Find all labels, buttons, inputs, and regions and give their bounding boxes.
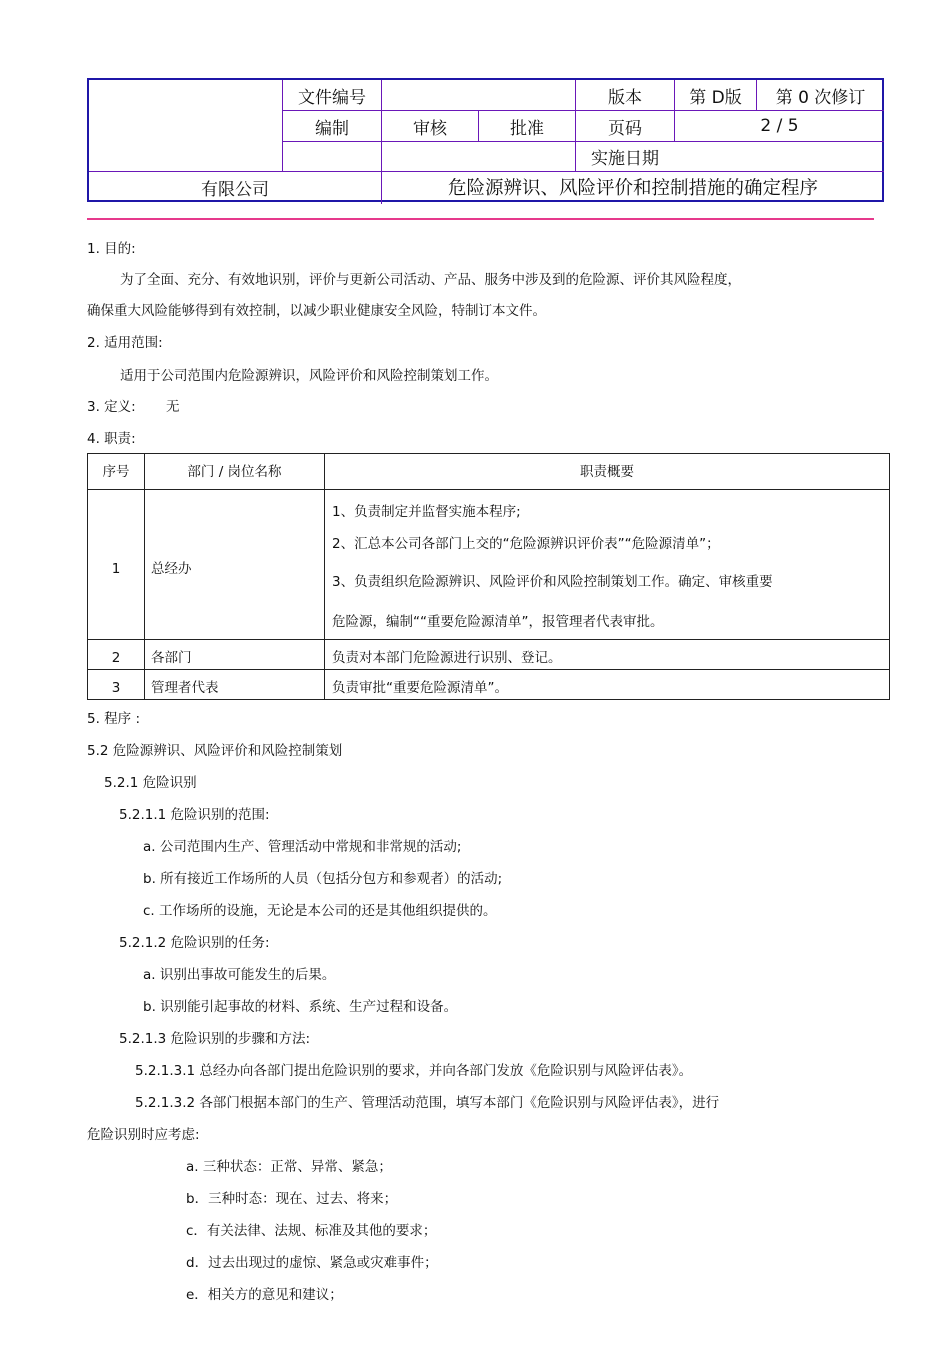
section-5-2-title: 5.2 危险源辨识、风险评价和风险控制策划 xyxy=(87,743,343,759)
table-row-1-no: 1 xyxy=(111,561,121,577)
section-1-line-2: 确保重大风险能够得到有效控制，以减少职业健康安全风险，特制订本文件。 xyxy=(87,303,546,319)
table-row-1-duty-line-2: 2、汇总本公司各部门上交的“危险源辨识评价表”“危险源清单”； xyxy=(332,536,720,552)
section-5-2-1-1-title: 5.2.1.1 危险识别的范围: xyxy=(119,807,270,823)
section-4-title: 4. 职责: xyxy=(87,431,136,447)
section-3-title: 3. 定义: xyxy=(87,399,136,415)
task-item-b: b. 识别能引起事故的材料、系统、生产过程和设备。 xyxy=(143,999,458,1015)
table-header-no: 序号 xyxy=(102,464,130,480)
page-label: 页码 xyxy=(608,118,642,139)
document-header-table xyxy=(87,78,884,202)
consider-item-e: e．相关方的意见和建议； xyxy=(186,1287,343,1303)
table-row-3-no: 3 xyxy=(111,680,121,696)
section-5-2-1-title: 5.2.1 危险识别 xyxy=(104,775,197,791)
file-number-value xyxy=(382,80,575,110)
approved-by-label: 批准 xyxy=(510,118,544,139)
table-row-3-duty: 负责审批“重要危险源清单”。 xyxy=(332,680,508,696)
section-5-title: 5. 程序 : xyxy=(87,711,141,727)
table-row-2-no: 2 xyxy=(111,650,121,666)
section-1-line-1: 为了全面、充分、有效地识别，评价与更新公司活动、产品、服务中涉及到的危险源、评价其风险程度， xyxy=(120,272,741,288)
reviewed-by-label: 审核 xyxy=(413,118,447,139)
section-3-value: 无 xyxy=(166,399,180,415)
company-name: 有限公司 xyxy=(201,179,269,200)
section-2-line-1: 适用于公司范围内危险源辨识，风险评价和风险控制策划工作。 xyxy=(120,368,498,384)
scope-item-c: c. 工作场所的设施，无论是本公司的还是其他组织提供的。 xyxy=(143,903,497,919)
table-row-2-duty: 负责对本部门危险源进行识别、登记。 xyxy=(332,650,562,666)
duties-table xyxy=(87,453,890,700)
consider-item-c: c．有关法律、法规、标准及其他的要求； xyxy=(186,1223,437,1239)
step-5-2-1-3-2-continued: 危险识别时应考虑: xyxy=(87,1127,200,1143)
table-row-3-dept: 管理者代表 xyxy=(151,680,219,696)
section-5-2-1-2-title: 5.2.1.2 危险识别的任务: xyxy=(119,935,270,951)
table-row-1-duty-line-1: 1、负责制定并监督实施本程序; xyxy=(332,504,521,520)
header-divider xyxy=(87,218,874,220)
effective-date-value xyxy=(675,142,884,171)
compiled-by-label: 编制 xyxy=(315,118,349,139)
version-label: 版本 xyxy=(608,87,642,108)
section-1-title: 1. 目的: xyxy=(87,241,136,257)
consider-item-a: a. 三种状态：正常、异常、紧急； xyxy=(186,1159,392,1175)
table-row-1-dept: 总经办 xyxy=(151,561,192,577)
scope-item-b: b. 所有接近工作场所的人员（包括分包方和参观者）的活动; xyxy=(143,871,503,887)
table-row-1-duty-line-3: 3、负责组织危险源辨识、风险评价和风险控制策划工作。确定、审核重要 xyxy=(332,574,773,590)
document-title: 危险源辨识、风险评价和控制措施的确定程序 xyxy=(447,178,818,199)
table-row-1-duty-line-4: 危险源，编制““重要危险源清单”，报管理者代表审批。 xyxy=(332,614,664,630)
step-5-2-1-3-1: 5.2.1.3.1 总经办向各部门提出危险识别的要求，并向各部门发放《危险识别与风险评估表》。 xyxy=(135,1063,693,1079)
page-number: 2 / 5 xyxy=(760,116,799,136)
version-value: 第 D版 xyxy=(689,87,742,108)
table-header-duties: 职责概要 xyxy=(580,464,634,480)
table-header-dept: 部门 / 岗位名称 xyxy=(187,464,282,480)
consider-item-d: d．过去出现过的虚惊、紧急或灾难事件； xyxy=(186,1255,438,1271)
task-item-a: a. 识别出事故可能发生的后果。 xyxy=(143,967,336,983)
section-2-title: 2. 适用范围: xyxy=(87,335,163,351)
step-5-2-1-3-2: 5.2.1.3.2 各部门根据本部门的生产、管理活动范围，填写本部门《危险识别与风险评估表》，进行 xyxy=(135,1095,720,1111)
table-row-2-dept: 各部门 xyxy=(151,650,192,666)
file-number-label: 文件编号 xyxy=(298,87,366,108)
section-5-2-1-3-title: 5.2.1.3 危险识别的步骤和方法: xyxy=(119,1031,311,1047)
revision-value: 第 0 次修订 xyxy=(775,87,866,108)
effective-date-label: 实施日期 xyxy=(591,149,659,169)
scope-item-a: a. 公司范围内生产、管理活动中常规和非常规的活动; xyxy=(143,839,462,855)
consider-item-b: b．三种时态：现在、过去、将来； xyxy=(186,1191,398,1207)
